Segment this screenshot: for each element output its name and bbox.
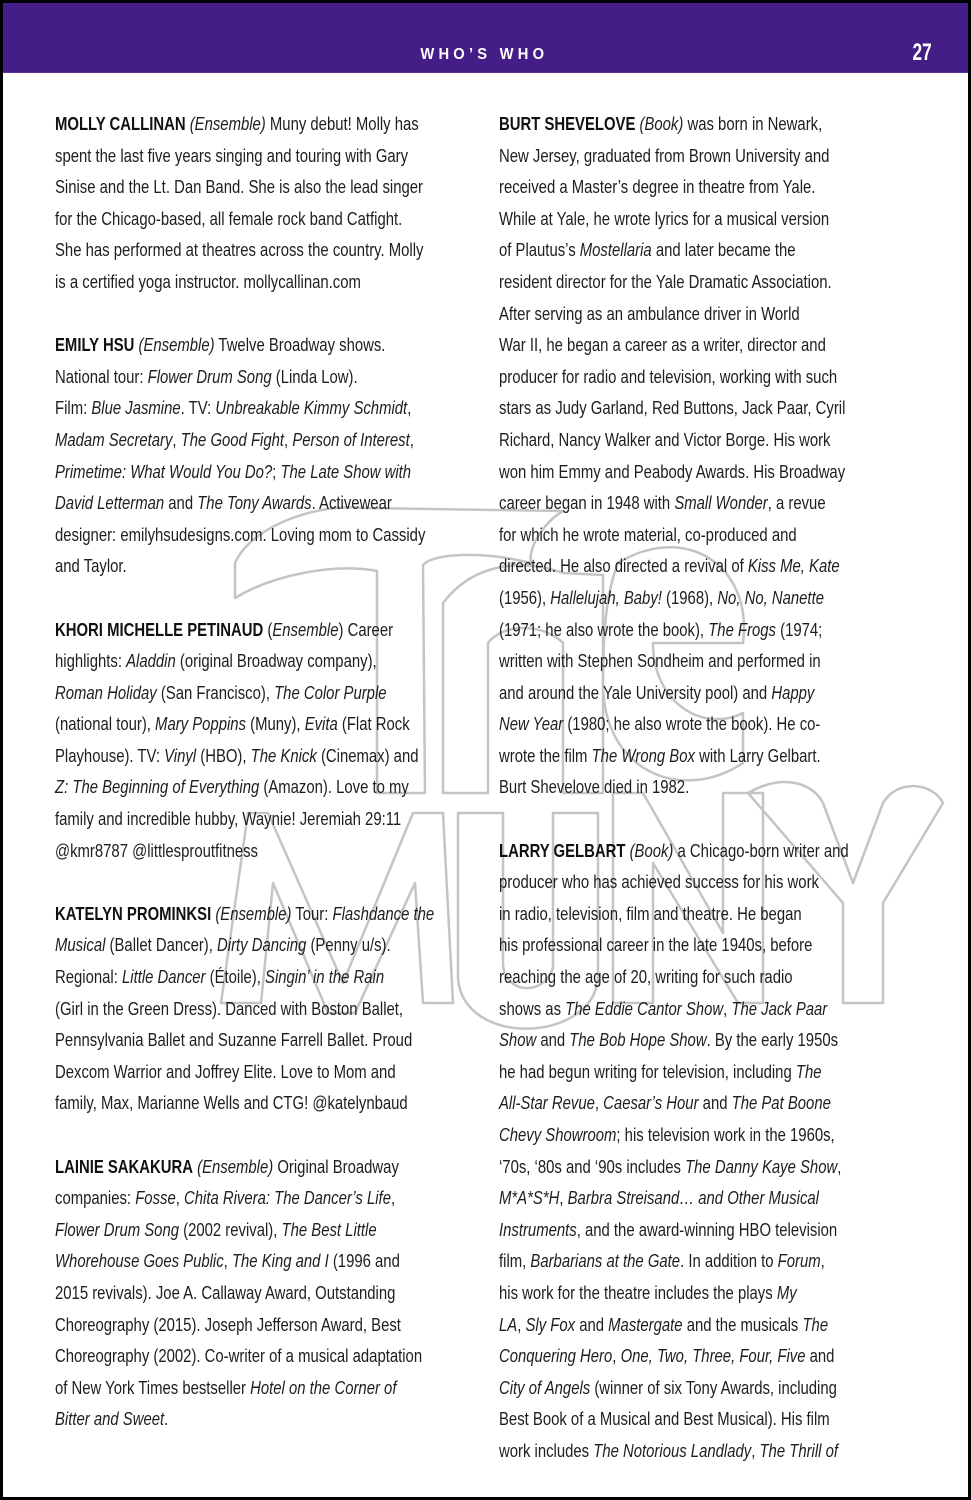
bio-text-line	[55, 171, 423, 203]
bio-text-line	[499, 1277, 835, 1309]
bio-text-line	[55, 929, 395, 961]
italic-title: Vinyl	[164, 744, 197, 766]
italic-title: All-Star Revue	[499, 1092, 595, 1114]
italic-title: Flower Drum Song	[147, 365, 272, 387]
italic-title: Ensemble	[272, 618, 339, 640]
bio-text-line	[499, 550, 840, 582]
bio-text: and	[575, 1313, 609, 1335]
bio-text: won him Emmy and Peabody Awards. His Broadway	[499, 460, 846, 482]
bio-text: and	[164, 492, 198, 514]
bio-text: (national tour),	[55, 713, 156, 735]
italic-title: Flower Drum Song	[55, 1218, 179, 1240]
bio-text-line	[499, 866, 835, 898]
bio-text: (San Francisco),	[156, 681, 275, 703]
italic-title: The Good Fight	[180, 428, 285, 450]
bio-text: resident director for the Yale Dramatic Association.	[499, 270, 832, 292]
bio-text: ,	[517, 1313, 526, 1335]
bio-text: (Muny),	[246, 713, 305, 735]
bio-text-line	[55, 961, 395, 993]
bio-text: for the Chicago-based, all female rock band Catfight.	[55, 207, 403, 229]
bio-entry	[55, 329, 480, 582]
bio-text-line	[55, 1151, 399, 1183]
bio-text: ;	[272, 460, 281, 482]
italic-title: Roman Holiday	[55, 681, 157, 703]
bio-text: Burt Shevelove died in 1982.	[499, 776, 690, 798]
bio-text: , and the award-winning HBO television	[576, 1218, 838, 1240]
italic-title: David Letterman	[55, 492, 165, 514]
italic-title: Evita	[304, 713, 338, 735]
italic-title: (Book)	[629, 839, 674, 861]
italic-title: Fosse	[135, 1187, 176, 1209]
bio-text-line	[499, 234, 835, 266]
bio-text: reaching the age of 20, writing for such radio	[499, 966, 793, 988]
italic-title: Happy	[771, 681, 815, 703]
italic-title: M*A*S*H	[499, 1187, 560, 1209]
bio-text: directed. He also directed a revival of	[499, 555, 748, 577]
page-number: 27	[912, 39, 932, 66]
bio-text: New Jersey, graduated from Brown University and	[499, 144, 830, 166]
bio-text: Pennsylvania Ballet and Suzanne Farrell Ballet. Proud	[55, 1029, 413, 1051]
bio-text: (1996 and	[328, 1250, 400, 1272]
bio-text: (	[263, 618, 273, 640]
italic-title: Unbreakable Kimmy Schmidt	[215, 397, 408, 419]
bio-text: Original Broadway	[273, 1155, 399, 1177]
bio-text: and	[698, 1092, 732, 1114]
bio-text: (Cinemax) and	[316, 744, 419, 766]
bio-text-line	[55, 1056, 395, 1088]
italic-title: The	[795, 1060, 822, 1082]
bio-text: ) Career	[338, 618, 394, 640]
bio-text-line	[499, 329, 835, 361]
bio-entry	[55, 108, 480, 298]
italic-title: The King and I	[231, 1250, 329, 1272]
bio-text: Twelve Broadway shows.	[214, 334, 386, 356]
bio-text-line	[55, 1024, 413, 1056]
italic-title: The Jack Paar	[731, 997, 828, 1019]
bio-text-line	[55, 614, 395, 646]
bio-text: in radio, television, film and theatre. He began	[499, 902, 802, 924]
italic-title: Barbarians at the Gate	[530, 1250, 681, 1272]
italic-title: (Ensemble)	[197, 1155, 274, 1177]
bio-text-line	[55, 1309, 401, 1341]
italic-title: Z: The Beginning of Everything	[55, 776, 260, 798]
bio-text-line	[55, 1372, 395, 1404]
italic-title: Flashdance the	[332, 902, 435, 924]
bio-text-line	[55, 835, 395, 867]
bio-text-line	[499, 140, 835, 172]
bio-text: While at Yale, he wrote lyrics for a musical version	[499, 207, 830, 229]
italic-title: The Frogs	[708, 618, 776, 640]
bio-text-line	[55, 550, 395, 582]
italic-title: Singin’ in the Rain	[265, 966, 385, 988]
bio-text: his work for the theatre includes the plays	[499, 1281, 777, 1303]
bio-text: ,	[390, 1187, 396, 1209]
bio-text-line	[499, 1182, 835, 1214]
bio-text: (1971; he also wrote the book),	[499, 618, 709, 640]
bio-text: with Larry Gelbart.	[694, 744, 821, 766]
bio-text: Film:	[55, 397, 92, 419]
italic-title: Conquering Hero	[499, 1345, 613, 1367]
bio-text: Choreography (2002). Co-writer of a musical adaptation	[55, 1345, 423, 1367]
bio-text-line	[499, 614, 835, 646]
italic-title: Hallelujah, Baby!	[550, 586, 662, 608]
bio-text: ,	[820, 1250, 825, 1272]
bio-text: National tour:	[55, 365, 148, 387]
bio-text: and	[536, 1029, 570, 1051]
bio-text-line	[55, 234, 424, 266]
bio-text: companies:	[55, 1187, 136, 1209]
italic-title: Caesar’s Hour	[603, 1092, 699, 1114]
italic-title: Whorehouse Goes Public	[55, 1250, 224, 1272]
italic-title: The Late Show with	[280, 460, 412, 482]
bio-text: Best Book of a Musical and Best Musical). His film	[499, 1408, 830, 1430]
bio-text-line	[499, 424, 835, 456]
section-header-bar	[3, 3, 968, 73]
bio-text-line	[55, 740, 419, 772]
bio-text: received a Master’s degree in theatre from Yale.	[499, 176, 816, 198]
bio-text-line	[499, 1151, 842, 1183]
bio-text: ,	[172, 428, 181, 450]
bio-name: KATELYN PROMINKSI	[55, 902, 212, 924]
italic-title: Primetime: What Would You Do?	[55, 460, 273, 482]
bio-text: was born in Newark,	[683, 113, 823, 134]
bio-text-line	[55, 993, 404, 1025]
bio-text-line	[55, 803, 402, 835]
bio-text-line	[499, 456, 846, 488]
bio-text: and around the Yale University pool) and	[499, 681, 772, 703]
bio-text: ; his television work in the 1960s,	[616, 1124, 835, 1145]
bio-text: producer for radio and television, working with such	[499, 365, 838, 387]
italic-title: (Book)	[639, 113, 684, 134]
bio-entry	[55, 1151, 480, 1435]
italic-title: The Wrong Box	[591, 744, 695, 766]
bio-text: (HBO),	[196, 744, 251, 766]
bio-text: written with Stephen Sondheim and performed in	[499, 650, 821, 672]
bio-text: family and incredible hubby, Waynie! Jeremiah 29:11	[55, 808, 402, 830]
bio-text: War II, he began a career as a writer, director and	[499, 334, 826, 356]
bio-text-line	[55, 424, 414, 456]
bio-text-line	[499, 487, 835, 519]
bio-text: (1968),	[661, 586, 718, 608]
section-title: WHO’S WHO	[420, 46, 549, 63]
bio-text-line	[499, 1372, 835, 1404]
bio-text-line	[499, 298, 835, 330]
bio-name: BURT SHEVELOVE	[499, 113, 636, 134]
italic-title: (Ensemble)	[189, 113, 266, 134]
italic-title: City of Angels	[499, 1376, 591, 1398]
bio-text: film,	[499, 1250, 531, 1272]
bio-text-line	[55, 266, 395, 298]
bio-text: spent the last five years singing and touring with Gary	[55, 144, 409, 166]
bio-text: ,	[612, 1345, 621, 1367]
bio-text: . Activewear	[311, 492, 392, 514]
italic-title: Small Wonder	[674, 492, 768, 514]
bio-text: stars as Judy Garland, Red Buttons, Jack Paar, Cyril	[499, 397, 846, 419]
italic-title: Sly Fox	[525, 1313, 576, 1335]
italic-title: Mostellaria	[579, 239, 652, 261]
bio-text-line	[499, 1214, 838, 1246]
bio-text: he had begun writing for television, including	[499, 1060, 796, 1082]
bio-text: and later became the	[651, 239, 796, 261]
italic-title: Bitter and Sweet	[55, 1408, 165, 1430]
bio-text: ,	[559, 1187, 568, 1209]
bio-text-line	[55, 1214, 395, 1246]
bio-text: (Étoile),	[205, 966, 266, 988]
bio-text-line	[55, 771, 409, 803]
bio-text-line	[499, 645, 835, 677]
bio-text: producer who has achieved success for his work	[499, 871, 819, 893]
bio-text: highlights:	[55, 650, 127, 672]
bio-text: (original Broadway company),	[175, 650, 377, 672]
bio-text-line	[499, 203, 835, 235]
italic-title: The Thrill of	[759, 1439, 839, 1461]
bio-text-line	[499, 171, 835, 203]
bio-text: ,	[223, 1250, 232, 1272]
italic-title: The Tony Awards	[197, 492, 312, 514]
bio-text-line	[55, 677, 395, 709]
italic-title: (Ensemble)	[138, 334, 215, 356]
italic-title: Chita Rivera: The Dancer’s Life	[184, 1187, 391, 1209]
bio-text-line	[55, 898, 435, 930]
bio-text: for which he wrote material, co-produced and	[499, 523, 797, 545]
bio-text-line	[499, 361, 838, 393]
bio-text: (Flat Rock	[337, 713, 410, 735]
bio-text: Muny debut! Molly has	[265, 113, 419, 134]
bio-text-line	[55, 361, 395, 393]
bio-text-line	[499, 835, 849, 867]
italic-title: New Year	[499, 713, 564, 735]
bio-text-line	[55, 1182, 395, 1214]
bio-text: @kmr8787 @littlesproutfitness	[55, 839, 258, 861]
bio-text: (Linda Low).	[271, 365, 358, 387]
bio-entry	[55, 614, 480, 867]
italic-title: Chevy Showroom	[499, 1124, 617, 1145]
italic-title: Mastergate	[608, 1313, 683, 1335]
bio-text: . By the early 1950s	[706, 1029, 839, 1051]
bio-name: LAINIE SAKAKURA	[55, 1155, 194, 1177]
bio-text-line	[55, 1277, 395, 1309]
bio-text: and Taylor.	[55, 555, 127, 577]
bio-text: wrote the film	[499, 744, 592, 766]
bio-text: Tour:	[291, 902, 333, 924]
italic-title: Little Dancer	[121, 966, 206, 988]
bio-text: ,	[723, 997, 732, 1019]
bio-text: career began in 1948 with	[499, 492, 675, 514]
bio-text: and the musicals	[682, 1313, 803, 1335]
bio-text-line	[499, 519, 835, 551]
bio-text-line	[499, 1435, 839, 1467]
bio-text-line	[499, 582, 835, 614]
bio-text: , a revue	[767, 492, 826, 514]
bio-text-line	[55, 708, 410, 740]
bio-text: 2015 revivals). Joe A. Callaway Award, Outstanding	[55, 1281, 396, 1303]
italic-title: Dirty Dancing	[217, 934, 307, 956]
bio-name: KHORI MICHELLE PETINAUD	[55, 618, 264, 640]
bio-text: Playhouse). TV:	[55, 744, 165, 766]
bio-text: (Ballet Dancer),	[105, 934, 218, 956]
bio-text-line	[55, 519, 426, 551]
bio-text: shows as	[499, 997, 566, 1019]
bio-text: (1980; he also wrote the book). He co-	[563, 713, 821, 735]
bio-text: ,	[837, 1155, 842, 1177]
bio-text-line	[55, 203, 403, 235]
bio-text: ‘70s, ‘80s and ‘90s includes	[499, 1155, 686, 1177]
bio-text-line	[499, 266, 835, 298]
bio-text: After serving as an ambulance driver in World	[499, 302, 800, 324]
bio-text: family, Max, Marianne Wells and CTG! @katelynbaud	[55, 1092, 408, 1114]
bio-name: MOLLY CALLINAN	[55, 113, 186, 134]
bio-text: (winner of six Tony Awards, including	[590, 1376, 837, 1398]
bio-text-line	[55, 329, 395, 361]
italic-title: Mary Poppins	[155, 713, 246, 735]
bio-text: . In addition to	[680, 1250, 778, 1272]
italic-title: No, No, Nanette	[717, 586, 824, 608]
bio-text-line	[55, 1245, 400, 1277]
bio-text: Regional:	[55, 966, 122, 988]
italic-title: The Knick	[250, 744, 317, 766]
bio-text-line	[499, 1056, 835, 1088]
bio-text-line	[499, 771, 835, 803]
italic-title: The	[802, 1313, 829, 1335]
bio-text: (1974;	[776, 618, 823, 640]
italic-title: Barbra Streisand… and Other Musical	[567, 1187, 819, 1209]
bio-text: ,	[175, 1187, 184, 1209]
italic-title: The Danny Kaye Show	[685, 1155, 838, 1177]
bio-text-line	[499, 898, 835, 930]
italic-title: Instruments	[499, 1218, 577, 1240]
bio-text: (Penny u/s).	[306, 934, 391, 956]
bio-text-line	[55, 392, 412, 424]
italic-title: Kiss Me, Kate	[747, 555, 840, 577]
bio-text: ,	[284, 428, 293, 450]
bio-text: his professional career in the late 1940s, before	[499, 934, 813, 956]
bio-text: Dexcom Warrior and Joffrey Elite. Love to Mom and	[55, 1060, 396, 1082]
bio-text: is a certified yoga instructor. mollycallinan.com	[55, 270, 361, 292]
bio-text-line	[499, 929, 835, 961]
bio-text-line	[55, 487, 395, 519]
italic-title: (Ensemble)	[215, 902, 292, 924]
bio-text: ,	[407, 397, 412, 419]
bio-text: designer: emilyhsudesigns.com. Loving mom to Cassidy	[55, 523, 426, 545]
bio-text-line	[499, 993, 835, 1025]
italic-title: The Color Purple	[274, 681, 387, 703]
bio-text: a Chicago-born writer and	[673, 839, 849, 861]
italic-title: Hotel on the Corner of	[250, 1376, 397, 1398]
italic-title: The Best Little	[281, 1218, 377, 1240]
italic-title: Person of Interest	[292, 428, 410, 450]
right-column	[499, 108, 919, 1497]
left-column	[55, 108, 480, 1467]
bio-entry	[499, 108, 919, 803]
bio-text-line	[499, 1024, 839, 1056]
bio-text: Choreography (2015). Joseph Jefferson Award, Best	[55, 1313, 401, 1335]
bio-text: ,	[594, 1092, 604, 1114]
program-page	[3, 3, 968, 1497]
bio-text-line	[55, 1403, 395, 1435]
bio-text-line	[55, 645, 395, 677]
italic-title: My	[776, 1281, 797, 1303]
bio-text-line	[499, 108, 835, 140]
italic-title: The Pat Boone	[731, 1092, 831, 1114]
italic-title: The Bob Hope Show	[569, 1029, 707, 1051]
bio-text: She has performed at theatres across the country. Molly	[55, 239, 424, 261]
bio-text: (Girl in the Green Dress). Danced with Boston Ballet,	[55, 997, 404, 1019]
bio-text-line	[499, 1087, 835, 1119]
bio-text: of Plautus’s	[499, 239, 580, 261]
bio-text-line	[499, 392, 846, 424]
bio-text-line	[55, 108, 419, 140]
bio-text-line	[499, 961, 835, 993]
bio-text: and	[805, 1345, 835, 1367]
italic-title: Blue Jasmine	[91, 397, 181, 419]
bio-text-line	[499, 1245, 835, 1277]
bio-text: ,	[751, 1439, 760, 1461]
italic-title: The Eddie Cantor Show	[565, 997, 724, 1019]
bio-text-line	[499, 708, 835, 740]
bio-text-line	[499, 677, 835, 709]
italic-title: Madam Secretary	[55, 428, 173, 450]
bio-text: .	[164, 1408, 169, 1430]
bio-entry	[55, 898, 480, 1119]
bio-text: of New York Times bestseller	[55, 1376, 251, 1398]
italic-title: Musical	[55, 934, 106, 956]
bio-name: LARRY GELBART	[499, 839, 626, 861]
italic-title: One, Two, Three, Four, Five	[620, 1345, 806, 1367]
bio-text-line	[55, 1340, 423, 1372]
bio-text-line	[55, 456, 412, 488]
bio-name: EMILY HSU	[55, 334, 135, 356]
bio-text: ,	[409, 428, 414, 450]
bio-text-line	[499, 1340, 835, 1372]
bio-text: Richard, Nancy Walker and Victor Borge. His work	[499, 428, 831, 450]
bio-text: (2002 revival),	[179, 1218, 282, 1240]
bio-text-line	[499, 1309, 835, 1341]
bio-text: work includes	[499, 1439, 594, 1461]
bio-text-line	[499, 1403, 835, 1435]
bio-entry	[499, 835, 919, 1467]
italic-title: LA	[499, 1313, 518, 1335]
italic-title: Forum	[777, 1250, 821, 1272]
bio-text-line	[55, 140, 409, 172]
bio-text: . TV:	[180, 397, 216, 419]
bio-text: (Amazon). Love to my	[259, 776, 409, 798]
bio-text: (1956),	[499, 586, 551, 608]
bio-text-line	[499, 740, 835, 772]
bio-text-line	[499, 1119, 835, 1151]
italic-title: Show	[499, 1029, 537, 1051]
bio-text-line	[55, 1087, 408, 1119]
italic-title: The Notorious Landlady	[593, 1439, 752, 1461]
italic-title: Aladdin	[126, 650, 176, 672]
bio-text: Sinise and the Lt. Dan Band. She is also the lead singer	[55, 176, 423, 198]
